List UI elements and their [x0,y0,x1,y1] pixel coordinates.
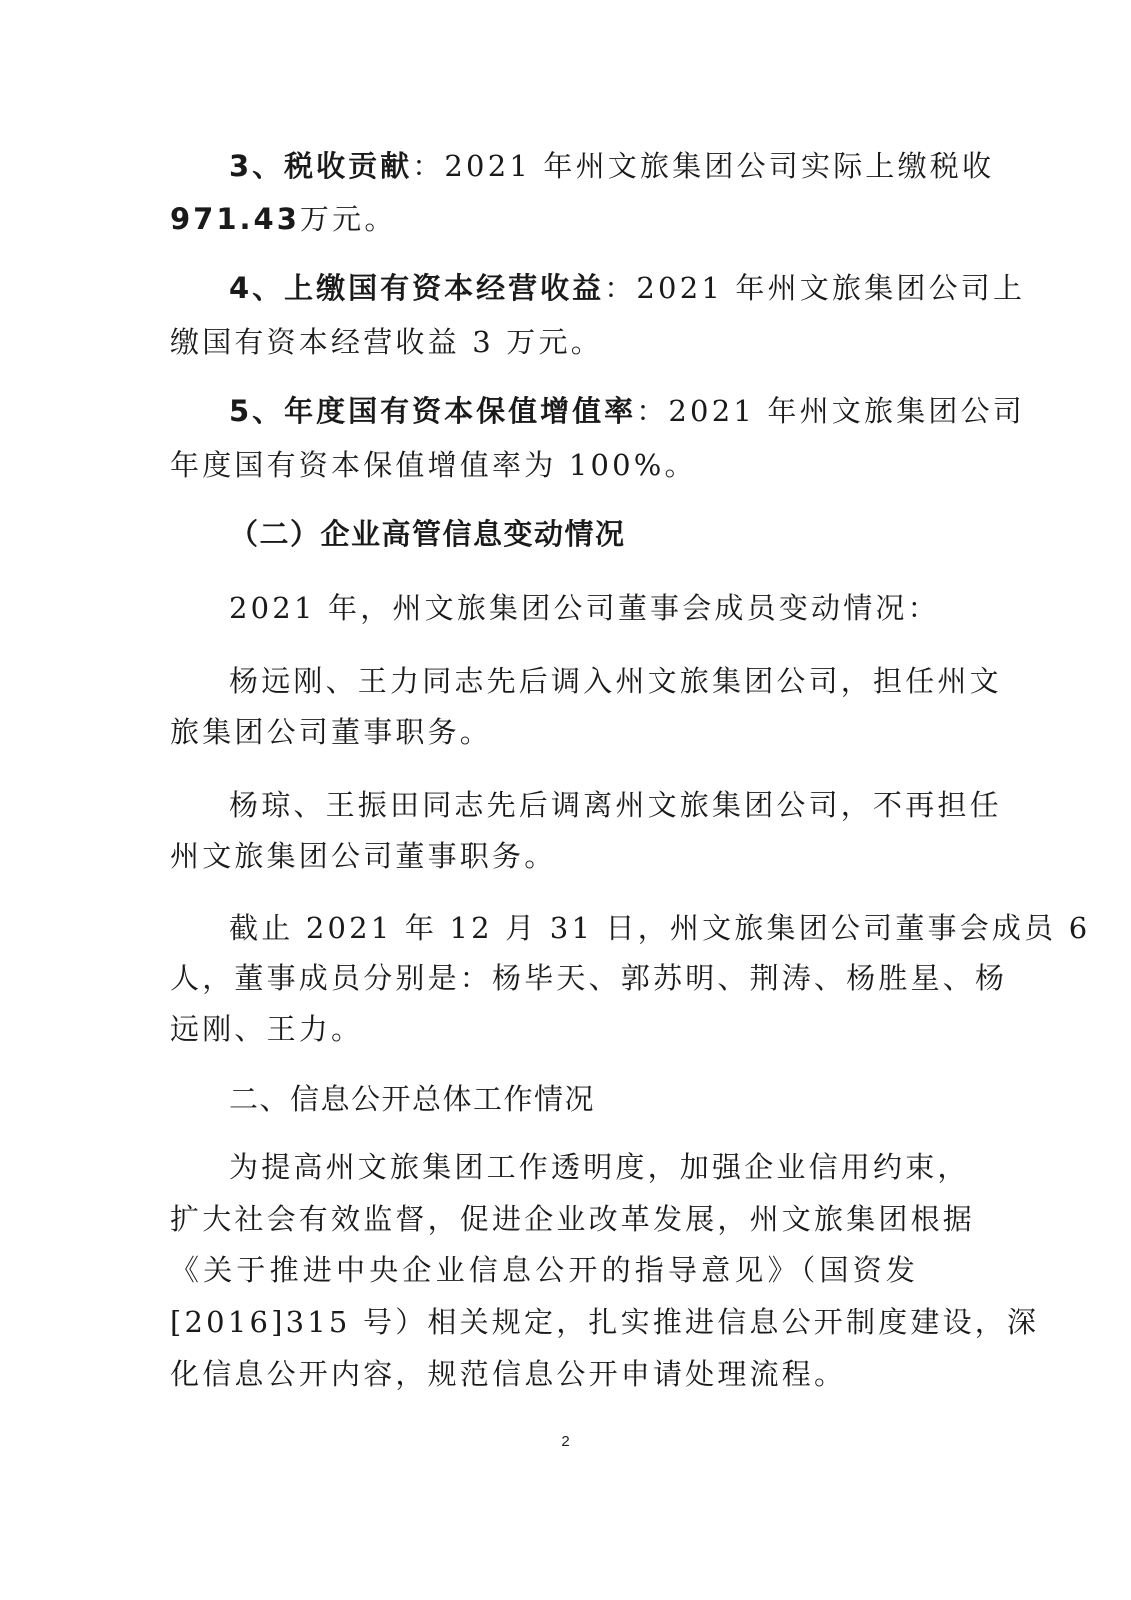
tax-label: 3、税收贡献 [229,149,413,183]
capital-income-separator: ： [604,271,637,305]
disclosure-line-2: 扩大社会有效监督，促进企业改革发展，州文旅集团根据 [170,1202,976,1236]
exec-p3-line-1: 杨琼、王振田同志先后调离州文旅集团公司，不再担任 [229,788,1002,822]
disclosure-heading: 二、信息公开总体工作情况 [229,1082,596,1116]
capital-income-label: 4、上缴国有资本经营收益 [229,271,605,305]
exec-p4-line-3: 远刚、王力。 [170,1012,364,1046]
exec-p4-line-1: 截止 2021 年 12 月 31 日，州文旅集团公司董事会成员 6 [229,911,1091,945]
tax-tail: 万元。 [299,202,397,236]
tax-separator: ： [412,149,445,183]
capital-income-text: 2021 年州文旅集团公司上 [636,271,1026,305]
capital-income-line-1 [229,268,1026,308]
disclosure-line-5: 化信息公开内容，规范信息公开申请处理流程。 [170,1357,847,1391]
tax-line-2 [170,199,950,239]
page-number: 2 [561,1433,570,1450]
tax-line-1 [229,146,995,186]
disclosure-line-1: 为提高州文旅集团工作透明度，加强企业信用约束， [229,1150,970,1184]
capital-income-line-2: 缴国有资本经营收益 3 万元。 [170,325,603,359]
exec-changes-heading: （二）企业高管信息变动情况 [229,517,626,551]
tax-value: 971.43 [170,202,300,236]
exec-p3-line-2: 州文旅集团公司董事职务。 [170,839,557,873]
preservation-line-1 [229,391,1026,431]
exec-p4-line-2: 人，董事成员分别是：杨毕天、郭苏明、荆涛、杨胜星、杨 [170,961,1008,995]
exec-p1: 2021 年，州文旅集团公司董事会成员变动情况： [229,591,940,625]
exec-p2-line-1: 杨远刚、王力同志先后调入州文旅集团公司，担任州文 [229,664,1002,698]
preservation-text: 2021 年州文旅集团公司 [668,394,1026,428]
disclosure-line-4: [2016]315 号）相关规定，扎实推进信息公开制度建设，深 [170,1305,1040,1339]
preservation-label: 5、年度国有资本保值增值率 [229,394,637,428]
exec-p2-line-2: 旅集团公司董事职务。 [170,715,493,749]
disclosure-line-3: 《关于推进中央企业信息公开的指导意见》（国资发 [170,1253,920,1287]
preservation-separator: ： [636,394,669,428]
preservation-line-2: 年度国有资本保值增值率为 100%。 [170,448,697,482]
tax-text: 2021 年州文旅集团公司实际上缴税收 [444,149,995,183]
